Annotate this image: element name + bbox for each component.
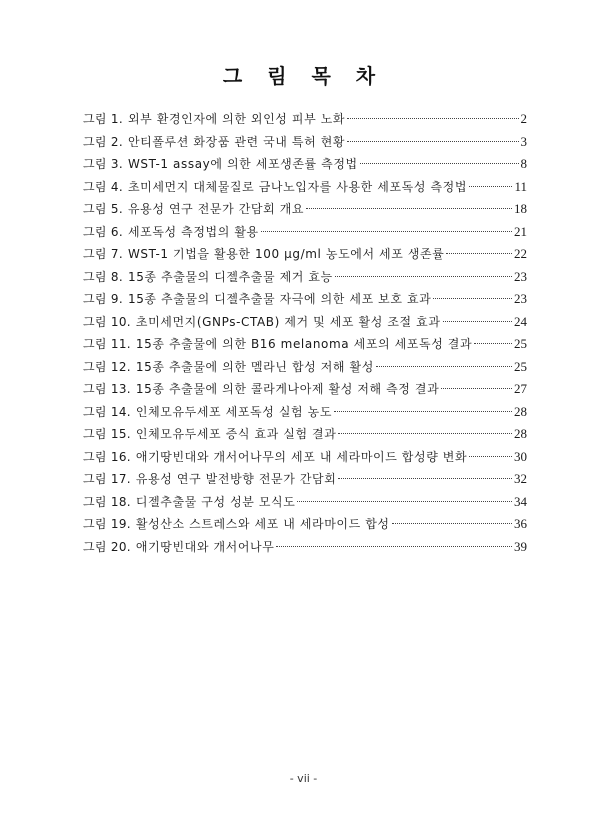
page-number: 8 xyxy=(520,156,527,171)
dot-leader xyxy=(441,388,512,389)
toc-entry-7[interactable] xyxy=(83,243,527,266)
figure-label: 그림 9. xyxy=(83,292,123,306)
dot-leader xyxy=(261,231,512,232)
page-number: 23 xyxy=(514,291,527,306)
dot-leader xyxy=(347,118,518,119)
figure-label: 그림 5. xyxy=(83,202,123,216)
figure-label: 그림 3. xyxy=(83,157,123,171)
toc-entry-14[interactable] xyxy=(83,401,527,424)
figure-title: 세포독성 측정법의 활용 xyxy=(127,224,259,239)
page-number: 11 xyxy=(514,178,527,194)
figure-label: 그림 18. xyxy=(83,494,131,509)
figure-label: 그림 13. xyxy=(83,382,131,396)
figure-title: 인체모유두세포 증식 효과 실험 결과 xyxy=(135,427,337,441)
page-number: 24 xyxy=(514,313,527,329)
dot-leader xyxy=(443,321,512,322)
dot-leader xyxy=(334,411,512,412)
page-number: 39 xyxy=(514,538,527,554)
toc-entry-17[interactable] xyxy=(83,468,527,491)
figure-label: 그림 11. xyxy=(83,337,131,351)
toc-entry-1[interactable] xyxy=(83,108,527,131)
figure-title: 애기땅빈대와 개서어나무 xyxy=(135,539,275,554)
toc-entry-13[interactable] xyxy=(83,378,527,401)
page-number: 36 xyxy=(514,516,527,531)
dot-leader xyxy=(338,478,512,479)
page-number: 30 xyxy=(514,448,527,464)
page-number: 2 xyxy=(520,111,527,126)
dot-leader xyxy=(474,343,512,344)
page-number: 32 xyxy=(514,471,527,486)
toc-entry-20[interactable] xyxy=(83,536,527,559)
toc-entry-5[interactable] xyxy=(83,198,527,221)
dot-leader xyxy=(297,501,512,502)
figure-label: 그림 15. xyxy=(83,427,131,441)
toc-entry-9[interactable] xyxy=(83,288,527,311)
figure-title: 유용성 연구 발전방향 전문가 간담회 xyxy=(135,472,337,486)
figure-title: 애기땅빈대와 개서어나무의 세포 내 세라마이드 합성량 변화 xyxy=(135,449,468,464)
dot-leader xyxy=(446,253,512,254)
figure-title: 15종 추출물의 디젤추출물 자극에 의한 세포 보호 효과 xyxy=(127,292,432,306)
dot-leader xyxy=(276,546,512,547)
page-number: 25 xyxy=(514,336,527,351)
toc-entry-15[interactable] xyxy=(83,423,527,446)
toc-entry-4[interactable] xyxy=(83,176,527,199)
dot-leader xyxy=(469,456,512,457)
figure-label: 그림 6. xyxy=(83,224,123,239)
page-number: 18 xyxy=(514,201,527,216)
figure-list xyxy=(83,108,527,558)
figure-title: 초미세먼지 대체물질로 금나노입자를 사용한 세포독성 측정법 xyxy=(127,179,468,194)
toc-entry-18[interactable] xyxy=(83,491,527,514)
figure-label: 그림 17. xyxy=(83,472,131,486)
figure-label: 그림 16. xyxy=(83,449,131,464)
page-number: 28 xyxy=(514,426,527,441)
toc-entry-8[interactable] xyxy=(83,266,527,289)
dot-leader xyxy=(335,276,512,277)
figure-label: 그림 2. xyxy=(83,134,123,149)
figure-title: 15종 추출물에 의한 멜라닌 합성 저해 활성 xyxy=(135,359,374,374)
figure-label: 그림 12. xyxy=(83,359,131,374)
figure-title: 15종 추출물에 의한 콜라게나아제 활성 저해 측정 결과 xyxy=(135,382,440,396)
figure-title: 초미세먼지(GNPs-CTAB) 제거 및 세포 활성 조절 효과 xyxy=(135,314,441,329)
page-title: 그 림 목 차 xyxy=(222,64,385,88)
toc-entry-19[interactable] xyxy=(83,513,527,536)
figure-label: 그림 10. xyxy=(83,314,131,329)
figure-title: 인체모유두세포 세포독성 실험 농도 xyxy=(135,404,333,419)
figure-title: 15종 추출물의 디젤추출물 제거 효능 xyxy=(127,269,333,284)
toc-entry-3[interactable] xyxy=(83,153,527,176)
figure-title: 유용성 연구 전문가 간담회 개요 xyxy=(127,202,305,216)
dot-leader xyxy=(469,186,512,187)
figure-title: 15종 추출물에 의한 B16 melanoma 세포의 세포독성 결과 xyxy=(135,337,473,351)
figure-title: 외부 환경인자에 의한 외인성 피부 노화 xyxy=(127,112,346,126)
dot-leader xyxy=(347,141,518,142)
page-footer: - vii - xyxy=(289,772,318,785)
page-number: 27 xyxy=(514,381,527,396)
figure-title: 디젤추출물 구성 성분 모식도 xyxy=(135,494,296,509)
toc-entry-10[interactable] xyxy=(83,311,527,334)
dot-leader xyxy=(306,208,512,209)
toc-entry-11[interactable] xyxy=(83,333,527,356)
dot-leader xyxy=(360,163,519,164)
dot-leader xyxy=(433,298,512,299)
figure-label: 그림 14. xyxy=(83,404,131,419)
toc-entry-12[interactable] xyxy=(83,356,527,379)
page-number: 3 xyxy=(520,133,527,149)
figure-label: 그림 1. xyxy=(83,112,123,126)
figure-label: 그림 4. xyxy=(83,179,123,194)
page-number: 23 xyxy=(514,268,527,284)
page-number: 28 xyxy=(514,403,527,419)
figure-title: WST-1 기법을 활용한 100 μg/ml 농도에서 세포 생존률 xyxy=(127,247,445,261)
page-number: 34 xyxy=(514,493,527,509)
toc-entry-16[interactable] xyxy=(83,446,527,469)
page-number: 22 xyxy=(514,246,527,261)
dot-leader xyxy=(376,366,512,367)
figure-label: 그림 20. xyxy=(83,539,131,554)
figure-label: 그림 7. xyxy=(83,247,123,261)
figure-title: WST-1 assay에 의한 세포생존률 측정법 xyxy=(127,157,358,171)
figure-label: 그림 19. xyxy=(83,517,131,531)
figure-title: 안티폴루션 화장품 관련 국내 특허 현황 xyxy=(127,134,346,149)
toc-entry-6[interactable] xyxy=(83,221,527,244)
toc-entry-2[interactable] xyxy=(83,131,527,154)
dot-leader xyxy=(392,523,512,524)
figure-label: 그림 8. xyxy=(83,269,123,284)
dot-leader xyxy=(338,433,512,434)
page-number: 25 xyxy=(514,358,527,374)
page-number: 21 xyxy=(514,223,527,239)
figure-title: 활성산소 스트레스와 세포 내 세라마이드 합성 xyxy=(135,517,390,531)
